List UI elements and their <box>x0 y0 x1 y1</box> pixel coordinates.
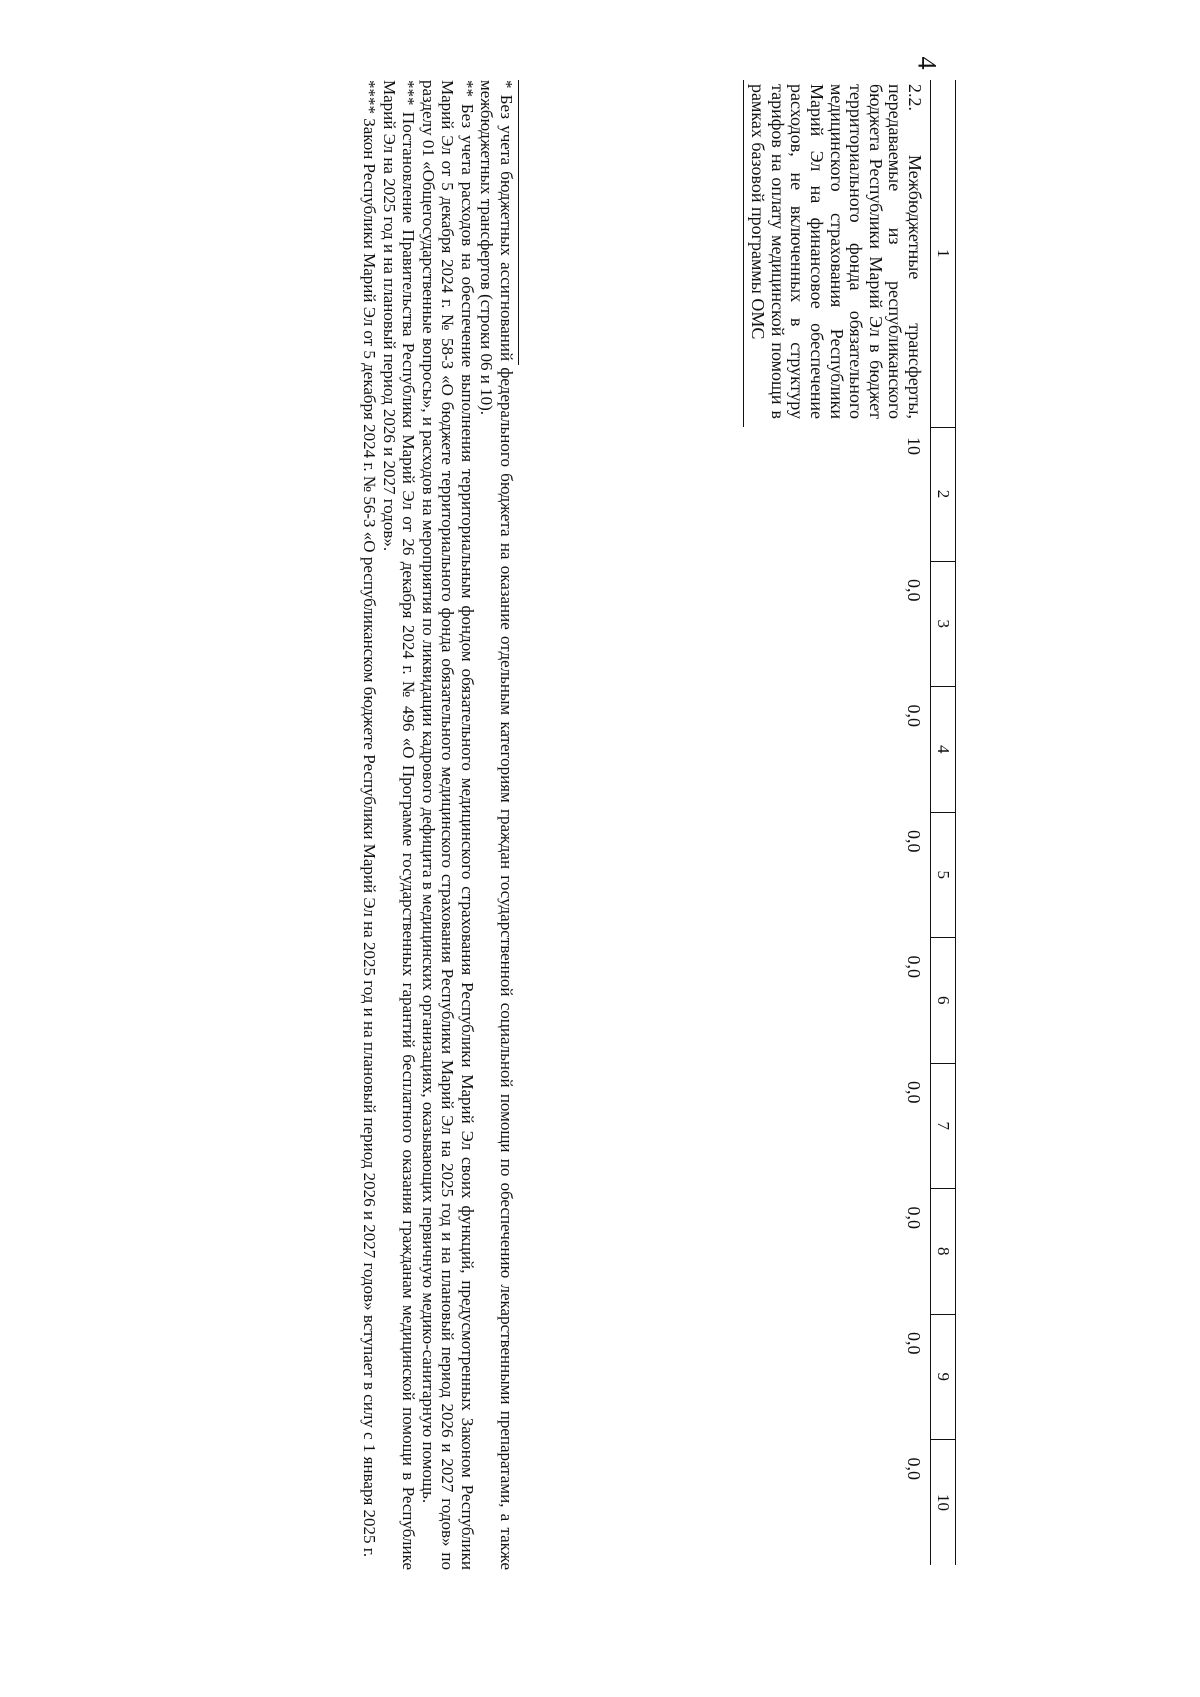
footnote-divider <box>518 80 519 365</box>
column-header-6: 6 <box>931 938 956 1064</box>
row-name: 2.2. Межбюджетные трансферты, передаваемые из республиканского бюджета Республики Марий Эл в бюджет территориального фонда обязательного медицинского страхования Республики Марий Эл на финансовое обеспечение расходов, не включенных в структуру тарифов на оплату медицинской помощи в рамках базовой программы ОМС <box>743 80 930 427</box>
value-col-5: 0,0 <box>904 830 924 853</box>
rotated-content <box>236 80 956 1600</box>
value-col-3: 0,0 <box>904 579 924 602</box>
footnotes <box>360 80 516 1570</box>
value-col-4: 0,0 <box>904 704 924 727</box>
value-col-10: 0,0 <box>904 1457 924 1480</box>
footnote-3: *** Постановление Правительства Республики Марий Эл от 26 декабря 2024 г. № 496 «О Программе государственных гарантий бесплатного оказания гражданам медицинской помощи в Республике Марий Эл на 2025 год и на плановый период 2026 и 2027 годов». <box>380 80 419 1570</box>
column-header-10: 10 <box>931 1440 956 1566</box>
budget-table <box>743 80 956 1565</box>
column-header-2: 2 <box>931 427 956 561</box>
column-header-7: 7 <box>931 1063 956 1189</box>
column-header-8: 8 <box>931 1189 956 1315</box>
footnote-2: ** Без учета расходов на обеспечение выполнения территориальным фондом обязательного медицинского страхования Республики Марий Эл своих функций, предусмотренных Законом Республики Марий Эл от 5 декабря 2024 г. № 58-З «О бюджете территориального фонда обязательного медицинского страхования Республики Марий Эл на 2025 год и на плановый период 2026 и 2027 годов» по разделу 01 «Общегосударственные вопросы», и расходов на мероприятия по ликвидации кадрового дефицита в медицинских организациях, оказывающих первичную медико-санитарную помощь. <box>419 80 477 1570</box>
table-header-row <box>931 80 956 1565</box>
table-row <box>743 80 930 1565</box>
footnote-4: **** Закон Республики Марий Эл от 5 декабря 2024 г. № 56-З «О республиканском бюджете Республики Марий Эл на 2025 год и на плановый период 2026 и 2027 годов» вступает в силу с 1 января 2025 г. <box>360 80 380 1558</box>
column-header-5: 5 <box>931 812 956 938</box>
column-header-4: 4 <box>931 687 956 813</box>
footnote-1: * Без учета бюджетных ассигнований федерального бюджета на оказание отдельным категориям граждан государственной социальной помощи по обеспечению лекарственными препаратами, а также межбюджетных трансфертов (строки 06 и 10). <box>477 80 516 1570</box>
value-col-7: 0,0 <box>904 1081 924 1104</box>
value-col-8: 0,0 <box>904 1206 924 1229</box>
column-header-9: 9 <box>931 1314 956 1440</box>
column-header-1: 1 <box>931 80 956 427</box>
value-col-9: 0,0 <box>904 1332 924 1355</box>
row-code: 10 <box>904 437 924 455</box>
column-header-3: 3 <box>931 561 956 687</box>
page-number: 4 <box>912 56 942 70</box>
value-col-6: 0,0 <box>904 955 924 978</box>
